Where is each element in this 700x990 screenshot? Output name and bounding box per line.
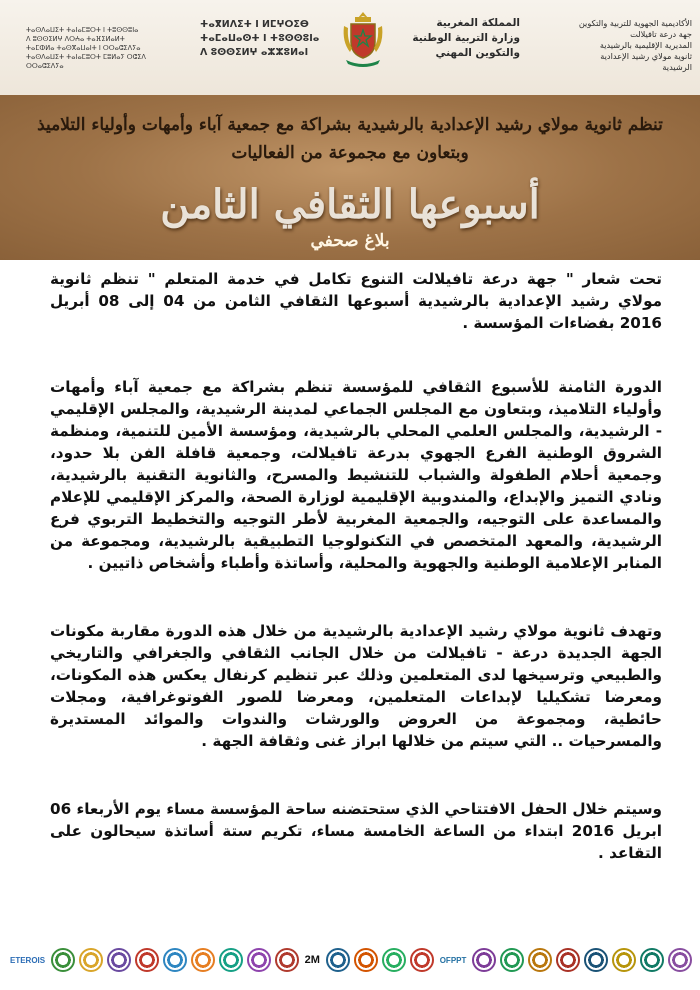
ministry-line: وزارة التربية الوطنية [412,32,520,44]
tifinagh-line: ⵜⴰⵎⵀⵍⴰ ⵜⴰⵙⴳⴰⵡⴰⵏⵜ ⵏ ⵔⵔⴰⵛⵉⴷⵢⴰ [26,44,141,52]
association-logo-9 [275,948,299,972]
banner-line-2: وبتعاون مع مجموعة من الفعاليات [231,143,469,163]
tifinagh-academy-header [26,26,166,71]
association-logo-4 [135,948,159,972]
tifinagh-line: ⴷ ⵓⵙⵙⵉⵍⵖ ⴷⵔⵄⴰ ⵜⴰⴼⵉⵍⴰⵍⵜ [26,35,125,43]
tifinagh-line: ⵜⴰⴳⵍⴷⵉⵜ ⵏ ⵍⵎⵖⵔⵉⴱ [200,19,309,30]
tifinagh-line: ⴷ ⵓⵙⵙⵉⵍⵖ ⴰⵣⵣⵓⵍⴰⵏ [200,47,309,58]
tifinagh-line: ⵜⴰⵙⴷⴰⵡⵉⵜ ⵜⴰⵏⴰⵎⵓⵔⵜ ⵎⵓⵍⴰⵢ ⵔⵛⵉⴷ [26,53,146,61]
academy-line: الرشيدية [662,62,692,72]
banner-line-1: تنظم ثانوية مولاي رشيد الإعدادية بالرشيدية بشراكة مع جمعية آباء وأمهات وأولياء التلاميذ [37,115,663,135]
association-logo-21 [668,948,692,972]
association-logo-16 [528,948,552,972]
association-logo-5 [163,948,187,972]
ministry-line: المملكة المغربية [436,17,520,29]
tifinagh-line: ⵜⴰⵎⴰⵡⴰⵙⵜ ⵏ ⵜⵓⵙⵙⵓⵏⴰ [200,33,320,44]
title-banner [0,95,700,260]
association-logo-8 [247,948,271,972]
association-logo-2 [79,948,103,972]
paragraph-intro: تحت شعار " جهة درعة تافيلالت التنوع تكامل في خدمة المتعلم " تنظم ثانوية مولاي رشيد الإعدادية بالرشيدية أسبوعها الثقافي الثامن من 04 إلى 08 أبريل 2016 بفضاءات المؤسسة . [50,270,662,332]
association-logo-1 [51,948,75,972]
association-logo-15 [500,948,524,972]
page-title: أسبوعها الثقافي الثامن [160,181,540,228]
academy-line: ثانوية مولاي رشيد الإعدادية [600,51,692,61]
association-logo-14 [472,948,496,972]
association-logo-19 [612,948,636,972]
tifinagh-ministry-header [200,18,335,60]
page-subtitle: بلاغ صحفي [310,231,390,251]
association-logo-7 [219,948,243,972]
moroccan-coat-of-arms-icon [338,8,388,70]
partner-logos-strip [0,942,700,978]
eterois-logo: ETEROIS [10,955,46,965]
association-logo-10 [326,948,350,972]
academy-line: المديرية الإقليمية بالرشيدية [599,40,692,50]
paragraph-partners: الدورة الثامنة للأسبوع الثقافي للمؤسسة تنظم بشراكة مع جمعية آباء وأمهات وأولياء التلاميذ، وبتعاون مع المجلس الجماعي لمدينة الرشيدية، والمجلس الإقليمي - الرشيدية، والمجلس العلمي المحلي بالرشيدية، ومؤسسة الأمين للتنمية، ومنظمة الشروق الوطنية الفرع الجهوي بدرعة تافيلالت، وجمعية قافلة الفن بلا حدود، وجمعية أحلام الطفولة والشباب للتنشيط والمسرح، والثانوية التقنية بالرشيدية، ونادي التميز والإبداع، والمندوبية الإقليمية لوزارة الصحة، والمركز الإقليمي للإعلام والمساعدة على التوجيه، والجمعية المغربية لأطر التوجيه والتخطيط التربوي فرع الرشيدية، والمعهد المتخصص في التكنولوجيا التطبيقية بالرشيدية، ومجموعة من المنابر الإعلامية الوطنية والجهوية والمحلية، وأساتذة وأطباء وأشخاص ذاتيين . [50,378,662,572]
academy-line: الأكاديمية الجهوية للتربية والتكوين [578,18,692,28]
tifinagh-line: ⵜⴰⵙⴷⴰⵡⵉⵜ ⵜⴰⵏⴰⵎⵓⵔⵜ ⵏ ⵜⵓⵙⵙⵓⵏⴰ [26,26,139,34]
academy-line: جهة درعة تافيلالت [630,29,692,39]
association-logo-3 [107,948,131,972]
ministry-line: والتكوين المهني [435,47,520,59]
association-logo-13 [410,948,434,972]
association-logo-20 [640,948,664,972]
press-release-body [50,268,662,864]
paragraph-opening-ceremony: وسيتم خلال الحفل الافتتاحي الذي ستحتضنه ساحة المؤسسة مساء يوم الأربعاء 06 ابريل 2016 ابتداء من الساعة الخامسة مساء، تكريم ستة أساتذة سيحالون على التقاعد . [50,800,662,862]
ministry-header [395,16,520,61]
association-logo-11 [354,948,378,972]
tifinagh-line: ⵔⵔⴰⵛⵉⴷⵢⴰ [26,62,64,70]
association-logo-12 [382,948,406,972]
association-logo-17 [556,948,580,972]
academy-header [542,18,692,73]
2m-logo: 2M [304,954,320,966]
ofppt-logo: OFPPT [439,955,467,965]
association-logo-18 [584,948,608,972]
association-logo-6 [191,948,215,972]
paragraph-objectives: وتهدف ثانوية مولاي رشيد الإعدادية بالرشيدية من خلال هذه الدورة مقاربة مكونات الجهة الجديدة درعة - تافيلالت من خلال الجانب الثقافي والجغرافي والتاريخي والطبيعي وترسيخها لدى المتعلمين وذلك عبر تنظيم كرنفال يعكس هذه المكونات، ومعرضا تشكيليا لإبداعات المتعلمين، ومعرضا للصور الفوتوغرافية، ومجلات حائطية، ومجموعة من العروض والورشات والندوات والموائد المستديرة والمسرحيات .. التي سيتم من خلالها ابراز غنى وثقافة الجهة . [50,622,662,750]
letterhead [0,0,700,95]
